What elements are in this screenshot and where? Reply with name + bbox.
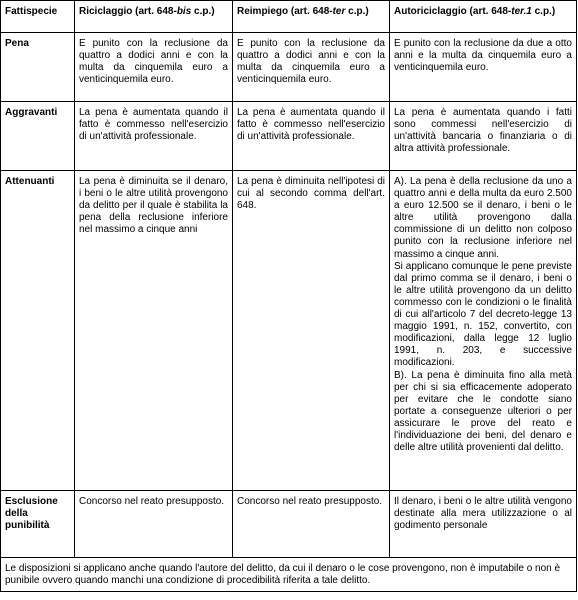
- header-autoriciclaggio-suffix: ter.1: [511, 6, 532, 17]
- pena-reimpiego: E punito con la reclusione da quattro a dodici anni e con la multa da cinquemila euro a venticinquemila euro.: [233, 33, 390, 102]
- label-pena: Pena: [1, 33, 75, 102]
- attenuanti-riciclaggio: La pena è diminuita se il denaro, i beni o le altre utilità provengono da delitto per il quale è stabilita la pena della reclusione inferiore nel massimo a cinque anni: [75, 171, 233, 491]
- header-row: [1, 1, 577, 33]
- attenuanti-autoric-b: B). La pena è diminuita fino alla metà per chi si sia efficacemente adoperato per evitare che le condotte siano portate a conseguenze ulteriori o per assicurare le prove del reato e l'individuazione dei beni, del denaro e delle altre utilità provenienti dal delitto.: [394, 369, 572, 454]
- header-reimpiego-suffix: ter: [332, 6, 346, 17]
- header-fattispecie: Fattispecie: [1, 1, 75, 33]
- esclusione-autoriciclaggio: Il denaro, i beni o le altre utilità vengono destinate alla mera utilizzazione o al godimento personale: [390, 491, 577, 558]
- attenuanti-reimpiego: La pena è diminuita nell'ipotesi di cui al secondo comma dell'art. 648.: [233, 171, 390, 491]
- row-pena: [1, 33, 577, 102]
- footer-note: Le disposizioni si applicano anche quando l'autore del delitto, da cui il denaro o le cose provengono, non è imputabile o non è punibile ovvero quando manchi una condizione di procedibilità riferita a tale delitto.: [1, 558, 577, 592]
- attenuanti-autoric-a2: Si applicano comunque le pene previste dal primo comma se il denaro, i beni o le altre utilità provengono da un delitto commesso con le condizioni o le finalità di cui all'articolo 7 del decreto-legge 13 maggio 1991, n. 152, convertito, con modificazioni, dalla legge 12 luglio 1991, n. 203, e successive modificazioni.: [394, 260, 572, 369]
- header-riciclaggio-suffix: bis: [176, 6, 192, 17]
- aggravanti-riciclaggio: La pena è aumentata quando il fatto è commesso nell'esercizio di un'attività professionale.: [75, 102, 233, 171]
- row-attenuanti: [1, 171, 577, 491]
- label-esclusione: Esclusione della punibilità: [1, 491, 75, 558]
- attenuanti-autoric-a: A). La pena è della reclusione da uno a quattro anni e della multa da euro 2.500 a euro 12.500 se il denaro, i beni o le altre utilità provengono dalla commissione di un delitto non colposo punito con la reclusione inferiore nel massimo a cinque anni.: [394, 176, 572, 260]
- aggravanti-autoriciclaggio: La pena è aumentata quando i fatti sono commessi nell'esercizio di un'attività bancaria o finanziaria o di altra attività professionale.: [390, 102, 577, 171]
- header-autoriciclaggio: Autoriciclaggio (art. 648-ter.1 c.p.): [390, 1, 577, 33]
- aggravanti-reimpiego: La pena è aumentata quando il fatto è commesso nell'esercizio di un'attività professionale.: [233, 102, 390, 171]
- attenuanti-autoriciclaggio: [390, 171, 577, 491]
- pena-riciclaggio: E punito con la reclusione da quattro a dodici anni e con la multa da cinquemila euro a venticinquemila euro.: [75, 33, 233, 102]
- row-aggravanti: [1, 102, 577, 171]
- label-attenuanti: Attenuanti: [1, 171, 75, 491]
- header-riciclaggio: Riciclaggio (art. 648-bis c.p.): [75, 1, 233, 33]
- row-esclusione: [1, 491, 577, 558]
- row-footer: [1, 558, 577, 592]
- esclusione-riciclaggio: Concorso nel reato presupposto.: [75, 491, 233, 558]
- header-reimpiego: Reimpiego (art. 648-ter c.p.): [233, 1, 390, 33]
- pena-autoriciclaggio: E punito con la reclusione da due a otto anni e la multa da cinquemila euro a venticinquemila euro.: [390, 33, 577, 102]
- label-aggravanti: Aggravanti: [1, 102, 75, 171]
- esclusione-reimpiego: Concorso nel reato presupposto.: [233, 491, 390, 558]
